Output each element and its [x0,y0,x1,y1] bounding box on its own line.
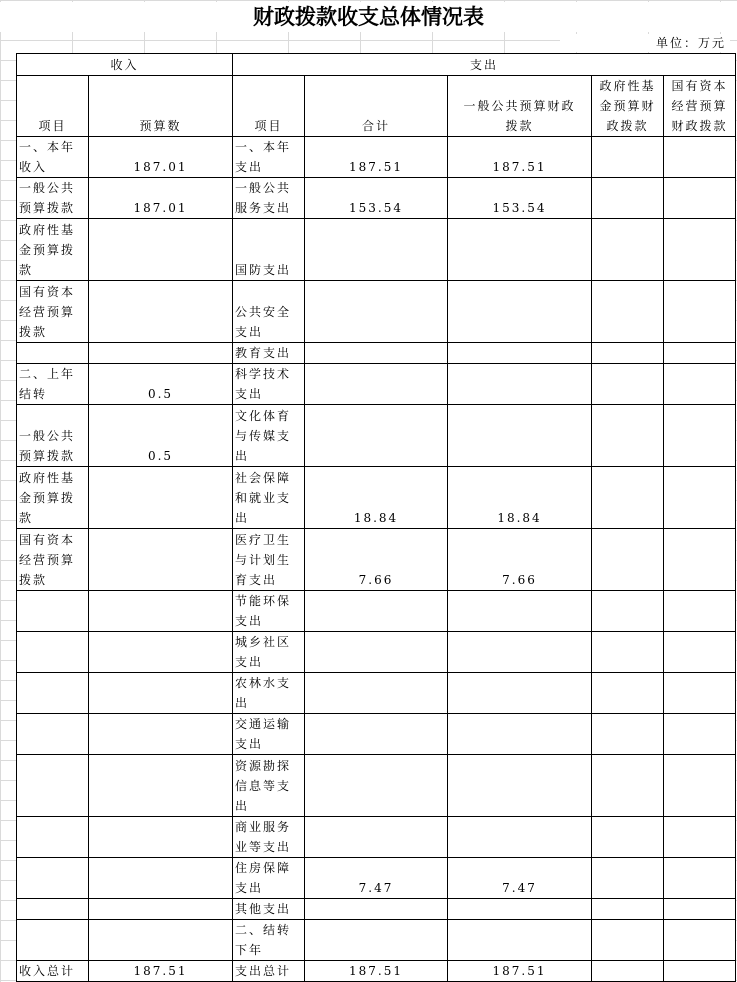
gov-fund-cell [592,755,664,817]
general-budget-cell [448,755,592,817]
total-header: 合计 [305,76,448,137]
general-budget-cell: 153.54 [448,178,592,219]
income-item-cell [17,343,89,364]
gov-fund-cell [592,899,664,920]
table-row [17,178,736,219]
state-capital-cell [664,219,736,281]
general-budget-cell [448,632,592,673]
state-capital-cell [664,673,736,714]
income-amount-cell [89,467,233,529]
income-item-cell [17,673,89,714]
gov-fund-cell [592,281,664,343]
table-row [17,673,736,714]
budget-table [16,53,736,982]
total-cell [305,920,448,961]
state-capital-cell [664,281,736,343]
table-row [17,219,736,281]
income-item-cell: 国有资本经营预算拨款 [17,281,89,343]
total-cell: 187.51 [305,137,448,178]
total-cell [305,632,448,673]
table-row [17,343,736,364]
income-item-header: 项目 [17,76,89,137]
general-budget-cell: 187.51 [448,961,592,982]
income-amount-cell: 187.51 [89,961,233,982]
general-budget-cell [448,673,592,714]
gov-fund-cell [592,920,664,961]
total-cell: 153.54 [305,178,448,219]
header-row-1 [17,54,736,76]
income-item-cell: 国有资本经营预算拨款 [17,529,89,591]
total-cell [305,899,448,920]
general-budget-header: 一般公共预算财政拨款 [448,76,592,137]
total-cell [305,591,448,632]
total-cell [305,755,448,817]
state-capital-cell [664,817,736,858]
expense-item-cell: 科学技术支出 [233,364,305,405]
state-capital-cell [664,467,736,529]
general-budget-cell: 187.51 [448,137,592,178]
income-item-cell: 一般公共预算拨款 [17,178,89,219]
income-amount-cell [89,632,233,673]
income-amount-cell [89,899,233,920]
expense-item-cell: 农林水支出 [233,673,305,714]
income-item-cell: 二、上年结转 [17,364,89,405]
total-cell: 7.66 [305,529,448,591]
income-amount-cell [89,817,233,858]
expense-item-cell: 一般公共服务支出 [233,178,305,219]
expense-item-cell: 社会保障和就业支出 [233,467,305,529]
state-capital-cell [664,755,736,817]
state-capital-cell [664,858,736,899]
income-amount-cell [89,591,233,632]
gov-fund-cell [592,817,664,858]
expense-item-cell: 一、本年支出 [233,137,305,178]
income-amount-cell: 0.5 [89,405,233,467]
general-budget-cell [448,899,592,920]
gov-fund-cell [592,961,664,982]
gov-fund-cell [592,858,664,899]
state-capital-cell [664,529,736,591]
income-amount-cell [89,755,233,817]
expense-item-cell: 资源勘探信息等支出 [233,755,305,817]
gov-fund-cell [592,364,664,405]
gov-fund-cell [592,343,664,364]
table-row [17,364,736,405]
income-item-cell [17,899,89,920]
expense-item-cell: 医疗卫生与计划生育支出 [233,529,305,591]
income-item-cell [17,591,89,632]
state-capital-cell [664,178,736,219]
table-row [17,529,736,591]
table-row [17,632,736,673]
state-capital-cell [664,632,736,673]
total-cell [305,364,448,405]
table-row [17,899,736,920]
table-row [17,405,736,467]
general-budget-cell [448,591,592,632]
total-cell: 187.51 [305,961,448,982]
state-capital-cell [664,364,736,405]
unit-label: 单位：万元 [560,34,730,52]
income-item-cell: 收入总计 [17,961,89,982]
expense-item-cell: 支出总计 [233,961,305,982]
total-cell [305,281,448,343]
general-budget-cell [448,714,592,755]
table-row [17,714,736,755]
expense-header: 支出 [233,54,736,76]
income-amount-cell [89,673,233,714]
table-row [17,137,736,178]
general-budget-cell [448,219,592,281]
income-item-cell [17,755,89,817]
gov-fund-cell [592,137,664,178]
gov-fund-cell [592,714,664,755]
state-capital-cell [664,920,736,961]
state-capital-cell [664,343,736,364]
gov-fund-cell [592,632,664,673]
general-budget-cell: 18.84 [448,467,592,529]
table-row [17,961,736,982]
income-amount-cell [89,714,233,755]
gov-fund-cell [592,673,664,714]
page-title: 财政拨款收支总体情况表 [0,2,737,32]
budget-header: 预算数 [89,76,233,137]
income-amount-cell [89,529,233,591]
total-cell: 7.47 [305,858,448,899]
total-cell [305,219,448,281]
general-budget-cell: 7.66 [448,529,592,591]
income-amount-cell [89,858,233,899]
state-capital-header: 国有资本经营预算财政拨款 [664,76,736,137]
expense-item-cell: 住房保障支出 [233,858,305,899]
table-row [17,755,736,817]
income-item-cell [17,632,89,673]
income-item-cell [17,817,89,858]
expense-item-cell: 文化体育与传媒支出 [233,405,305,467]
state-capital-cell [664,714,736,755]
general-budget-cell [448,920,592,961]
expense-item-cell: 教育支出 [233,343,305,364]
state-capital-cell [664,405,736,467]
income-amount-cell [89,219,233,281]
income-item-cell [17,714,89,755]
state-capital-cell [664,591,736,632]
general-budget-cell [448,343,592,364]
gov-fund-cell [592,467,664,529]
table-row [17,817,736,858]
general-budget-cell: 7.47 [448,858,592,899]
state-capital-cell [664,137,736,178]
total-cell: 18.84 [305,467,448,529]
expense-item-cell: 城乡社区支出 [233,632,305,673]
expense-item-cell: 商业服务业等支出 [233,817,305,858]
income-item-cell [17,858,89,899]
table-row [17,858,736,899]
gov-fund-cell [592,591,664,632]
total-cell [305,405,448,467]
gov-fund-cell [592,529,664,591]
table-row [17,591,736,632]
general-budget-cell [448,817,592,858]
total-cell [305,673,448,714]
income-amount-cell [89,920,233,961]
total-cell [305,817,448,858]
income-item-cell: 政府性基金预算拨款 [17,467,89,529]
gov-fund-cell [592,405,664,467]
income-item-cell: 一般公共预算拨款 [17,405,89,467]
income-amount-cell: 187.01 [89,137,233,178]
income-header: 收入 [17,54,233,76]
table-row [17,467,736,529]
gov-fund-cell [592,219,664,281]
expense-item-cell: 交通运输支出 [233,714,305,755]
gov-fund-header: 政府性基金预算财政拨款 [592,76,664,137]
general-budget-cell [448,364,592,405]
income-amount-cell [89,343,233,364]
income-item-cell: 政府性基金预算拨款 [17,219,89,281]
expense-item-cell: 节能环保支出 [233,591,305,632]
expense-item-header: 项目 [233,76,305,137]
income-amount-cell: 0.5 [89,364,233,405]
total-cell [305,343,448,364]
table-row [17,920,736,961]
general-budget-cell [448,281,592,343]
expense-item-cell: 其他支出 [233,899,305,920]
income-amount-cell [89,281,233,343]
header-row-2 [17,76,736,137]
table-row [17,281,736,343]
expense-item-cell: 国防支出 [233,219,305,281]
state-capital-cell [664,899,736,920]
expense-item-cell: 公共安全支出 [233,281,305,343]
general-budget-cell [448,405,592,467]
gov-fund-cell [592,178,664,219]
total-cell [305,714,448,755]
income-item-cell: 一、本年收入 [17,137,89,178]
state-capital-cell [664,961,736,982]
expense-item-cell: 二、结转下年 [233,920,305,961]
income-item-cell [17,920,89,961]
income-amount-cell: 187.01 [89,178,233,219]
